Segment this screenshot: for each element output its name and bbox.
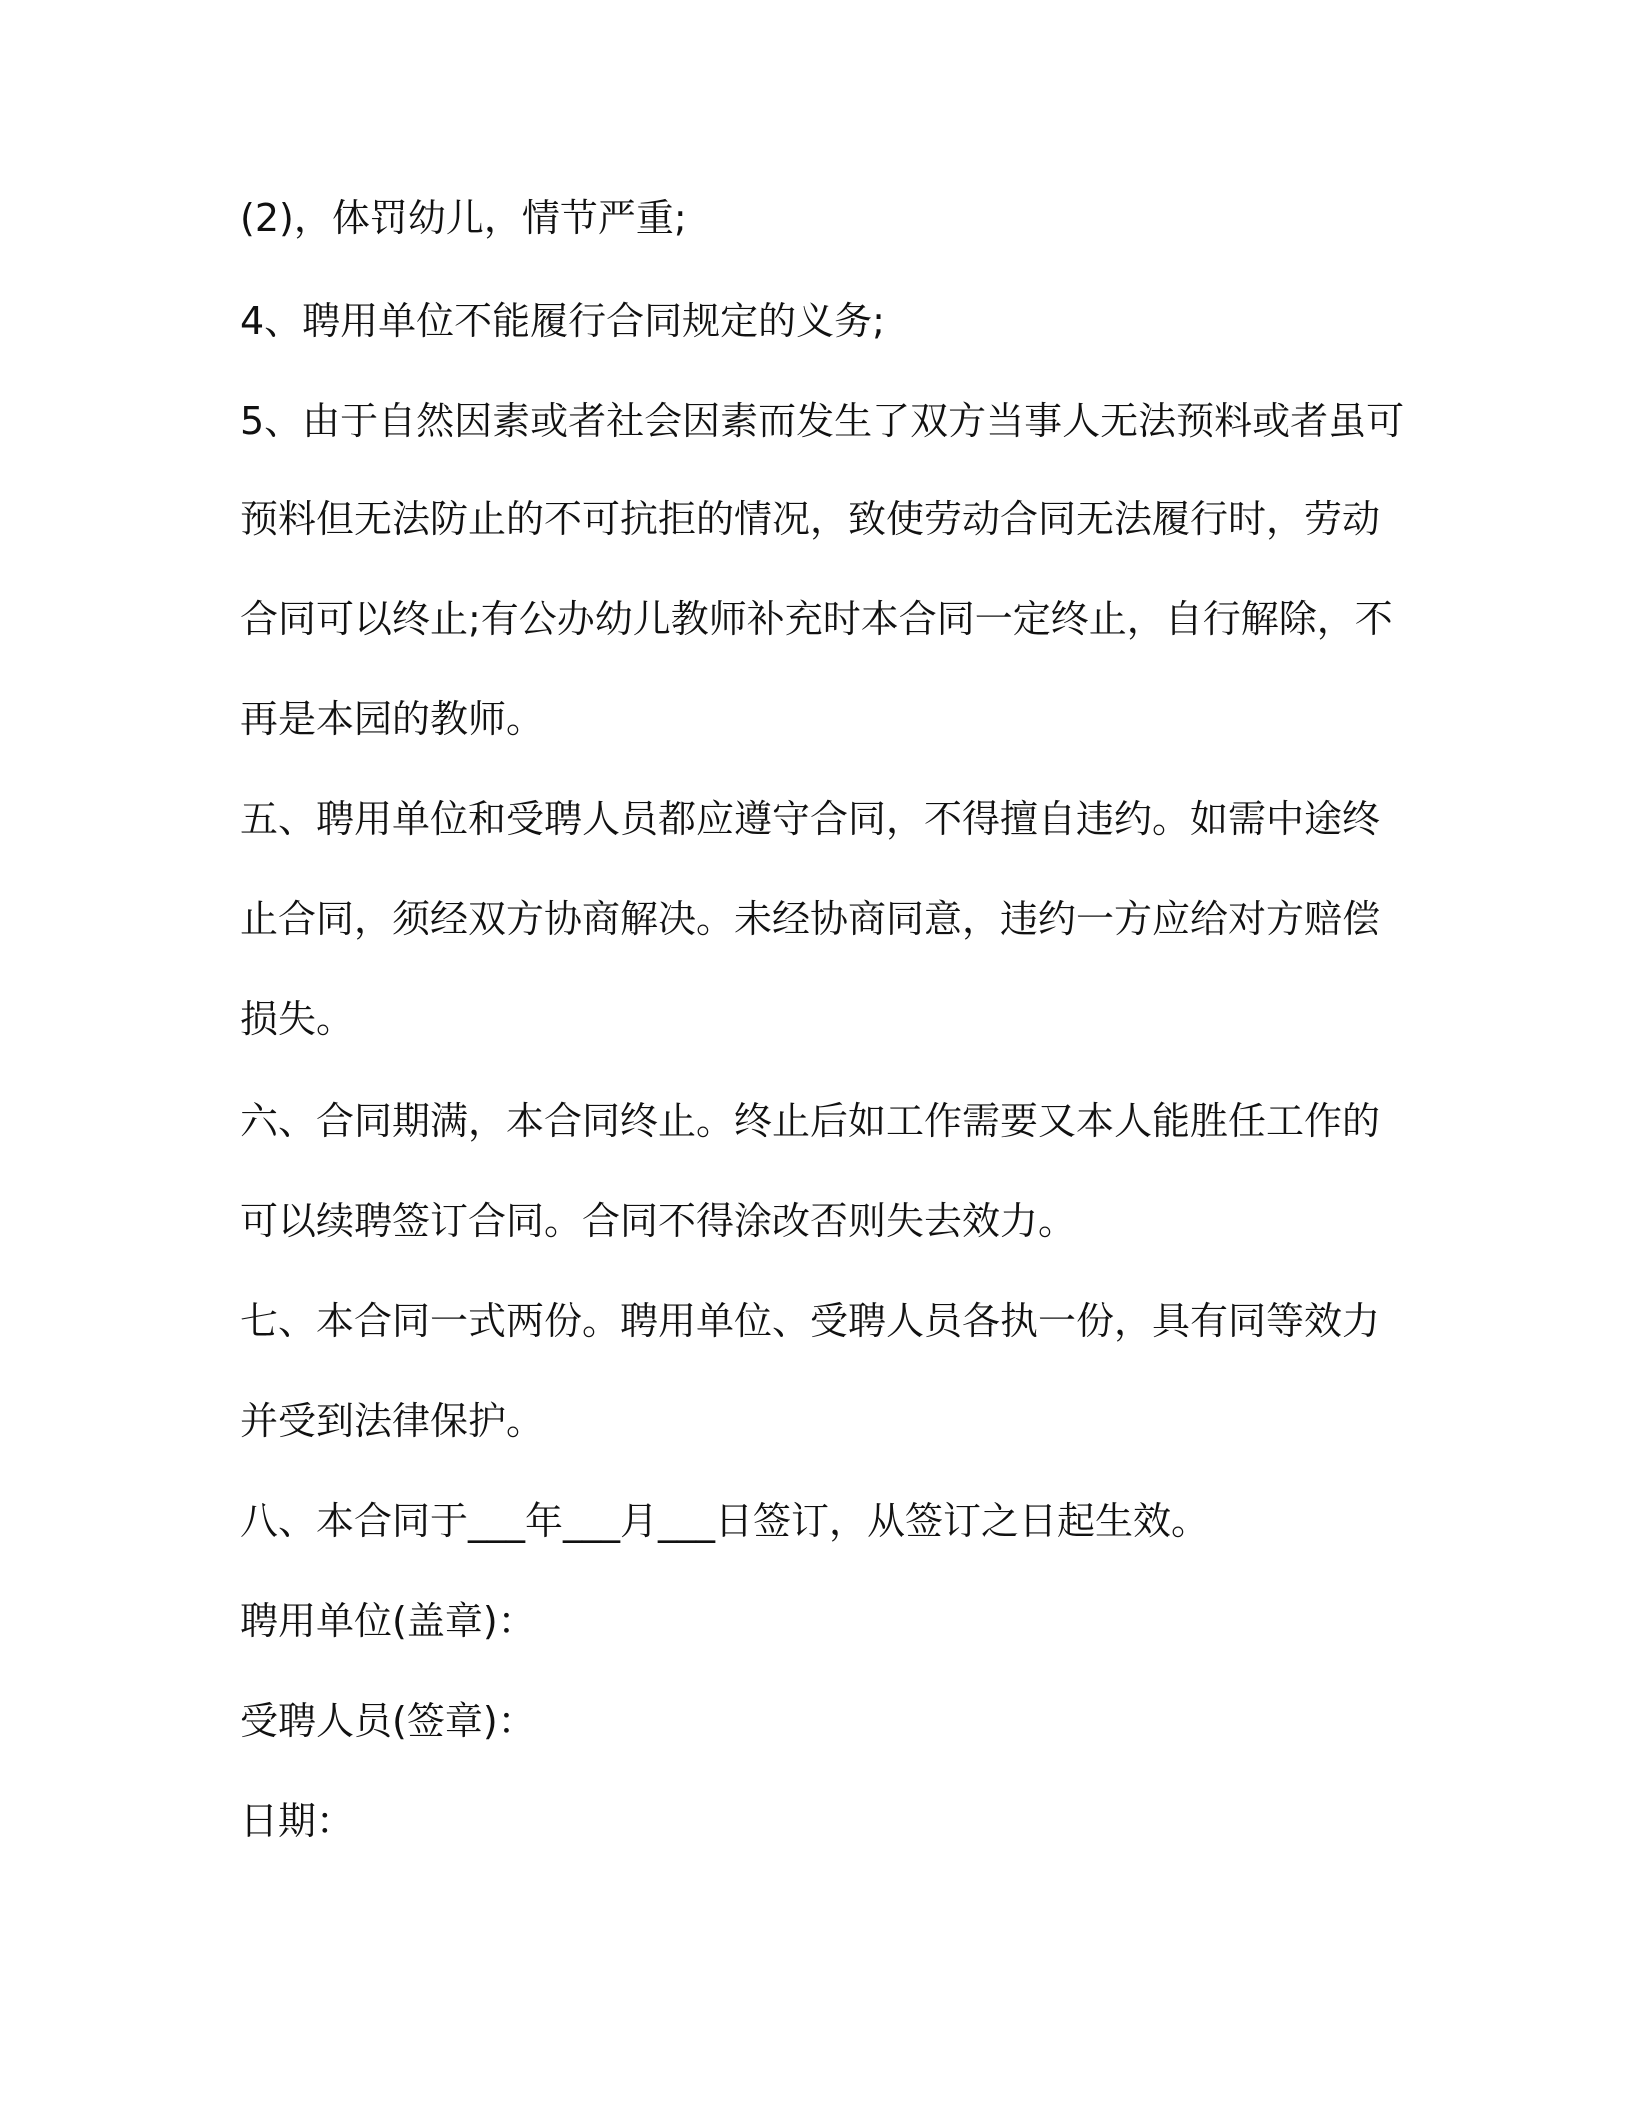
text-line: 六、合同期满，本合同终止。终止后如工作需要又本人能胜任工作的 [240,1099,1381,1143]
text-line: 五、聘用单位和受聘人员都应遵守合同，不得擅自违约。如需中途终 [240,797,1381,841]
date-label: 日期： [240,1799,355,1843]
text-line: (2)，体罚幼儿，情节严重; [240,196,687,240]
text-line: 合同可以终止;有公办幼儿教师补充时本合同一定终止，自行解除，不 [240,597,1393,641]
signature-label-employee: 受聘人员(签章)： [240,1699,536,1743]
text-line: 止合同，须经双方协商解决。未经协商同意，违约一方应给对方赔偿 [240,897,1381,941]
signature-label-employer: 聘用单位(盖章)： [240,1599,536,1643]
text-line: 再是本园的教师。 [240,697,545,741]
text-line: 八、本合同于___年___月___日签订，从签订之日起生效。 [240,1499,1210,1543]
text-line: 5、由于自然因素或者社会因素而发生了双方当事人无法预料或者虽可 [240,399,1405,443]
text-line: 可以续聘签订合同。合同不得涂改否则失去效力。 [240,1199,1077,1243]
text-line: 并受到法律保护。 [240,1399,545,1443]
text-line: 预料但无法防止的不可抗拒的情况，致使劳动合同无法履行时，劳动 [240,497,1381,541]
text-line: 4、聘用单位不能履行合同规定的义务; [240,299,885,343]
text-line: 损失。 [240,997,355,1041]
text-line: 七、本合同一式两份。聘用单位、受聘人员各执一份，具有同等效力 [240,1299,1381,1343]
